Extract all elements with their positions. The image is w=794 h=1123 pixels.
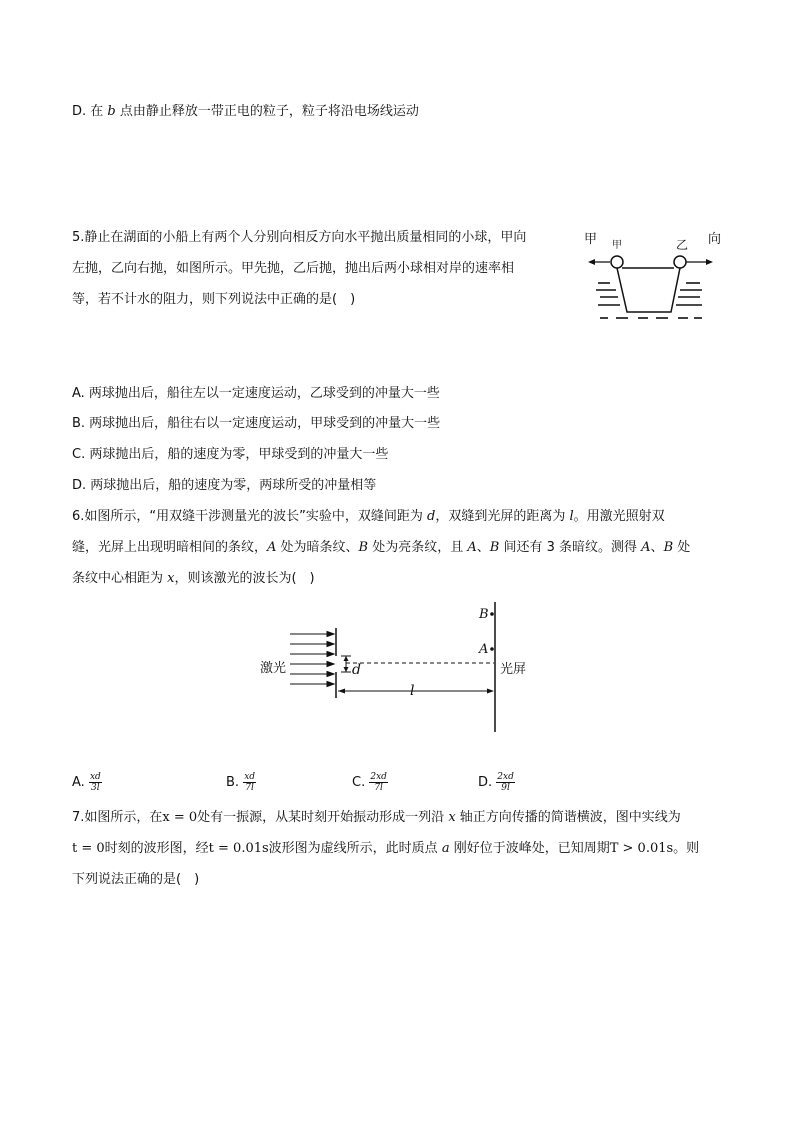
q6-var-d: d bbox=[427, 509, 436, 524]
q6-option-d bbox=[478, 772, 515, 793]
q6-var-a: A bbox=[267, 540, 277, 555]
q6-stem-line-1 bbox=[72, 508, 665, 526]
q7-math-t0: t = 0 bbox=[72, 841, 105, 856]
q5-stem-line-1: 5.静止在湖面的小船上有两个人分别向相反方向水平抛出质量相同的小球，甲向 bbox=[72, 230, 527, 245]
q4-option-d bbox=[72, 103, 419, 121]
fraction-numerator: xd bbox=[89, 772, 101, 782]
q6-double-slit-figure bbox=[258, 602, 538, 732]
q6-screen-label: 光屏 bbox=[500, 662, 527, 677]
q6-text: 处 bbox=[673, 540, 691, 555]
q6-option-d-fraction bbox=[496, 772, 515, 793]
q5-option-d: D. 两球抛出后，船的速度为零，两球所受的冲量相等 bbox=[72, 478, 377, 493]
q6-text: 间还有 3 条暗纹。测得 bbox=[499, 540, 642, 555]
q6-option-letter: C. bbox=[352, 775, 370, 790]
q7-text: 。则 bbox=[673, 841, 700, 856]
fraction-numerator: 2xd bbox=[370, 772, 387, 782]
q6-option-a-fraction bbox=[89, 772, 102, 793]
q4-option-d-suffix: 点由静止释放一带正电的粒子，粒子将沿电场线运动 bbox=[115, 104, 419, 119]
q4-var-b: b bbox=[107, 104, 116, 119]
q6-label-l: l bbox=[410, 683, 415, 699]
q7-text: 刚好位于波峰处，已知周期 bbox=[449, 841, 610, 856]
q6-laser-label: 激光 bbox=[260, 661, 287, 676]
q7-text: 处有一振源，从某时刻开始振动形成一列沿 bbox=[197, 810, 449, 825]
q6-text: ，双缝到光屏的距离为 bbox=[435, 509, 570, 524]
q5-label-yi: 乙 bbox=[676, 238, 689, 252]
q6-label-a: A bbox=[479, 642, 489, 657]
q5-label-jia: 甲 bbox=[612, 240, 622, 251]
q6-option-a bbox=[72, 772, 102, 793]
q5-boat-figure bbox=[582, 228, 722, 328]
q6-text: 缝，光屏上出现明暗相间的条纹， bbox=[72, 540, 268, 555]
q5-label-jia-outer: 甲 bbox=[584, 232, 598, 247]
q7-math-x0: x = 0 bbox=[162, 810, 198, 825]
q5-label-xiang: 向 bbox=[708, 232, 722, 247]
q6-text: 。用激光照射双 bbox=[573, 509, 665, 524]
fraction-numerator: 2xd bbox=[497, 772, 514, 782]
q6-var-b: B bbox=[358, 540, 369, 555]
q5-option-b: B. 两球抛出后，船往右以一定速度运动，甲球受到的冲量大一些 bbox=[72, 416, 441, 431]
q6-stem-line-2 bbox=[72, 539, 690, 557]
q6-var-x: x bbox=[167, 571, 175, 586]
fraction-denominator: 9l bbox=[501, 783, 510, 793]
q7-stem-line-2 bbox=[72, 840, 699, 858]
q6-option-letter: B. bbox=[226, 775, 244, 790]
q7-var-a: a bbox=[441, 841, 450, 856]
q5-option-c: C. 两球抛出后，船的速度为零，甲球受到的冲量大一些 bbox=[72, 447, 389, 462]
q7-text: 轴正方向传播的简谐横波，图中实线为 bbox=[455, 810, 681, 825]
q6-var-a: A bbox=[467, 540, 477, 555]
q6-option-b bbox=[226, 772, 256, 793]
q7-text: 波形图为虚线所示，此时质点 bbox=[268, 841, 442, 856]
q6-text: 、 bbox=[650, 540, 664, 555]
q6-option-letter: A. bbox=[72, 775, 89, 790]
q6-text: 6.如图所示，“用双缝干涉测量光的波长”实验中，双缝间距为 bbox=[72, 509, 428, 524]
q7-text: 7.如图所示，在 bbox=[72, 810, 163, 825]
fraction-denominator: 7l bbox=[374, 783, 383, 793]
q6-var-b: B bbox=[663, 540, 674, 555]
q7-math-t001: t = 0.01s bbox=[208, 841, 269, 856]
q6-option-letter: D. bbox=[478, 775, 497, 790]
q6-label-d: d bbox=[352, 662, 361, 678]
q6-text: 处为亮条纹，且 bbox=[368, 540, 468, 555]
q6-text: 条纹中心相距为 bbox=[72, 571, 168, 586]
q7-stem-line-3: 下列说法正确的是( ) bbox=[72, 872, 200, 887]
q7-text: 时刻的波形图，经 bbox=[104, 841, 209, 856]
q6-text: ，则该激光的波长为( ) bbox=[174, 571, 315, 586]
q6-text: 、 bbox=[476, 540, 490, 555]
q5-stem-line-2: 左抛，乙向右抛，如图所示。甲先抛，乙后抛，抛出后两小球相对岸的速率相 bbox=[72, 261, 515, 276]
q7-stem-line-1 bbox=[72, 809, 681, 827]
q5-stem-line-3: 等，若不计水的阻力，则下列说法中正确的是( ) bbox=[72, 292, 356, 307]
fraction-denominator: 3l bbox=[91, 783, 100, 793]
q6-text: 处为暗条纹、 bbox=[276, 540, 359, 555]
q4-option-d-prefix: D. 在 bbox=[72, 104, 108, 119]
q5-option-a: A. 两球抛出后，船往左以一定速度运动，乙球受到的冲量大一些 bbox=[72, 386, 440, 401]
q6-label-b: B bbox=[479, 607, 489, 622]
q7-math-period: T > 0.01s bbox=[609, 841, 674, 856]
q6-option-c bbox=[352, 772, 388, 793]
q6-option-b-fraction bbox=[243, 772, 256, 793]
q6-option-c-fraction bbox=[369, 772, 388, 793]
q6-var-b: B bbox=[489, 540, 500, 555]
q6-var-l: l bbox=[569, 509, 574, 524]
q6-var-a: A bbox=[641, 540, 651, 555]
fraction-denominator: 7l bbox=[245, 783, 254, 793]
fraction-numerator: xd bbox=[244, 772, 256, 782]
q7-var-x: x bbox=[448, 810, 456, 825]
q6-stem-line-3 bbox=[72, 570, 315, 588]
